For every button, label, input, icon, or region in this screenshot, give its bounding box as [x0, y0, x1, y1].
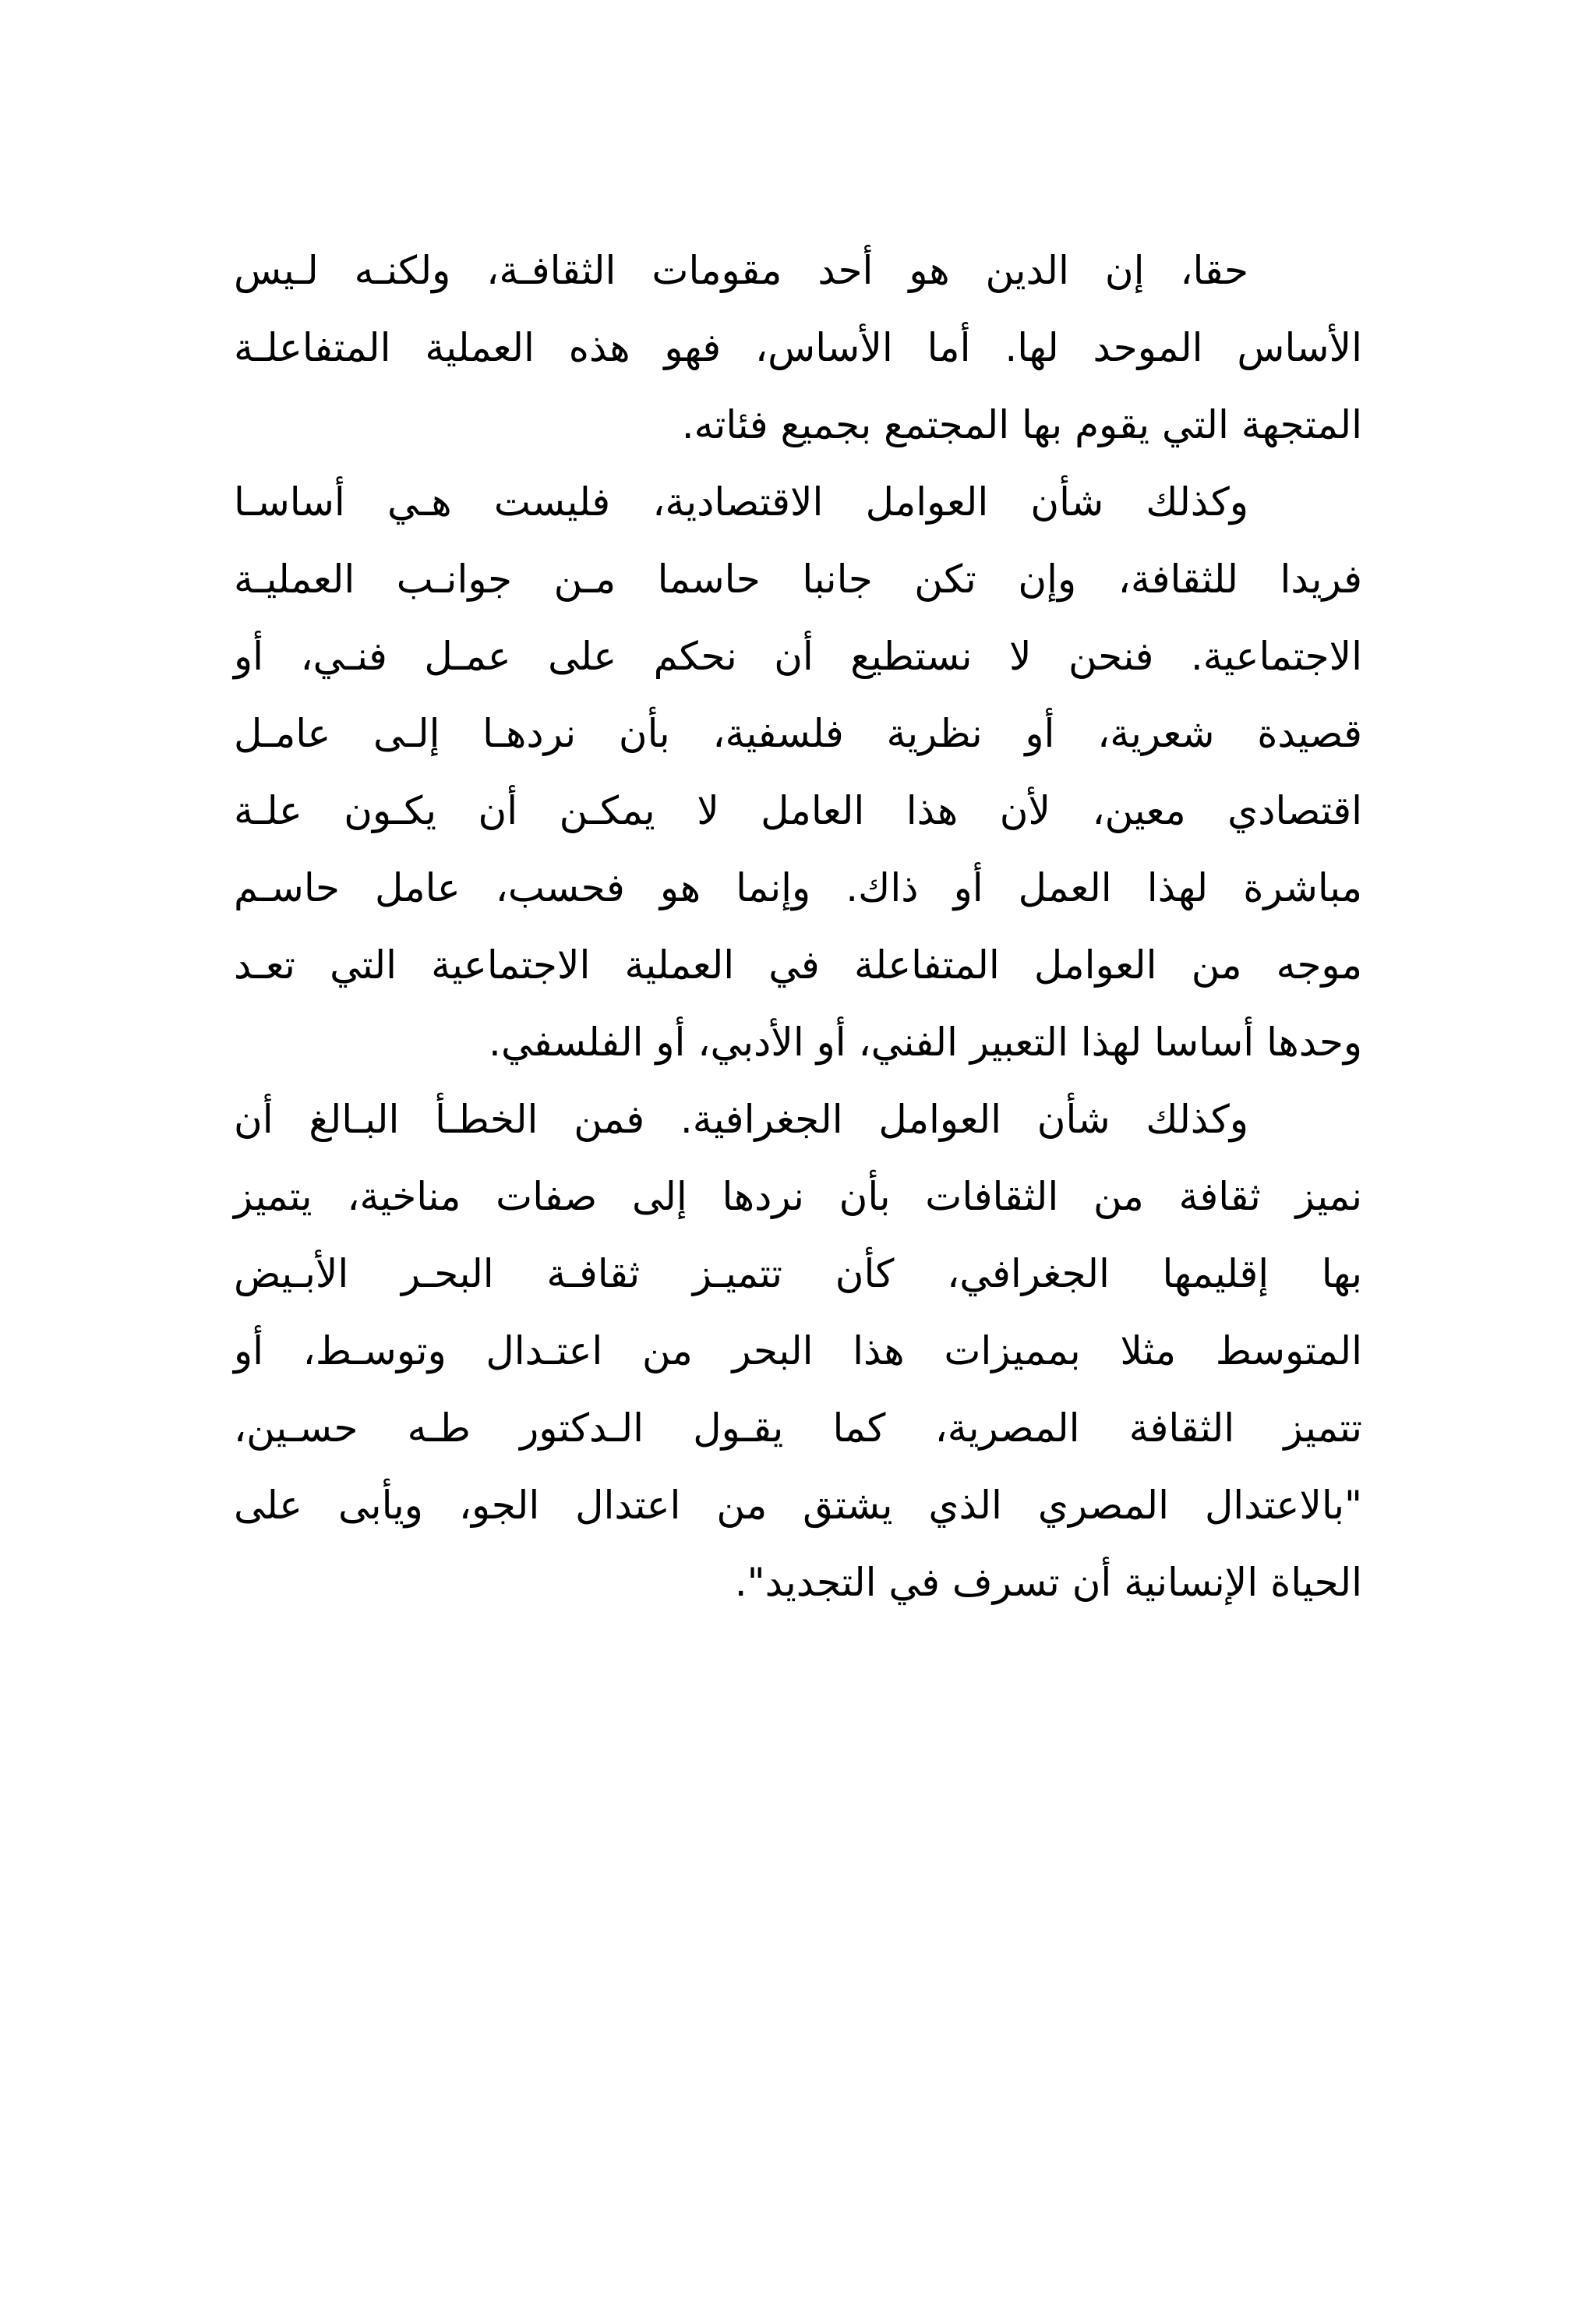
text-line: قصيدة شعرية، أو نظرية فلسفية، بأن نردهـا إلـى عامـل — [234, 711, 1362, 756]
text-line: "بالاعتدال المصري الذي يشتق من اعتدال الجو، ويأبى على — [234, 1483, 1362, 1528]
text-line: مباشرة لهذا العمل أو ذاك. وإنما هو فحسب، عامل حاسـم — [234, 865, 1362, 910]
body-text — [234, 232, 1362, 1621]
text-line: وكذلك شأن العوامل الجغرافية. فمن الخطـأ البـالغ أن — [234, 1097, 1248, 1142]
text-line: الأساس الموحد لها. أما الأساس، فهو هذه العملية المتفاعلـة — [234, 325, 1362, 370]
text-line: بها إقليمها الجغرافي، كأن تتميـز ثقافـة البحـر الأبـيض — [234, 1251, 1362, 1296]
text-line: الاجتماعية. فنحن لا نستطيع أن نحكم على عمـل فنـي، أو — [234, 634, 1362, 679]
text-line: فريدا للثقافة، وإن تكن جانبا حاسما مـن جوانـب العمليـة — [234, 557, 1362, 602]
text-line: تتميز الثقافة المصرية، كما يقـول الـدكتور طـه حسـين، — [234, 1405, 1362, 1451]
text-line: وحدها أساسا لهذا التعبير الفني، أو الأدبي، أو الفلسفي. — [489, 1020, 1362, 1065]
text-line: نميز ثقافة من الثقافات بأن نردها إلى صفات مناخية، يتميز — [234, 1174, 1362, 1219]
text-line: المتجهة التي يقوم بها المجتمع بجميع فئاته. — [681, 402, 1362, 447]
text-line: الحياة الإنسانية أن تسرف في التجديد". — [734, 1560, 1362, 1605]
text-line: وكذلك شأن العوامل الاقتصادية، فليست هـي أساسـا — [234, 479, 1248, 525]
text-line: حقا، إن الدين هو أحد مقومات الثقافـة، ولكنـه لـيس — [234, 248, 1248, 293]
text-line: المتوسط مثلا بمميزات هذا البحر من اعتـدال وتوسـط، أو — [234, 1328, 1362, 1373]
text-line: موجه من العوامل المتفاعلة في العملية الاجتماعية التي تعـد — [234, 942, 1362, 988]
text-line: اقتصادي معين، لأن هذا العامل لا يمكـن أن يكـون علـة — [234, 788, 1362, 833]
